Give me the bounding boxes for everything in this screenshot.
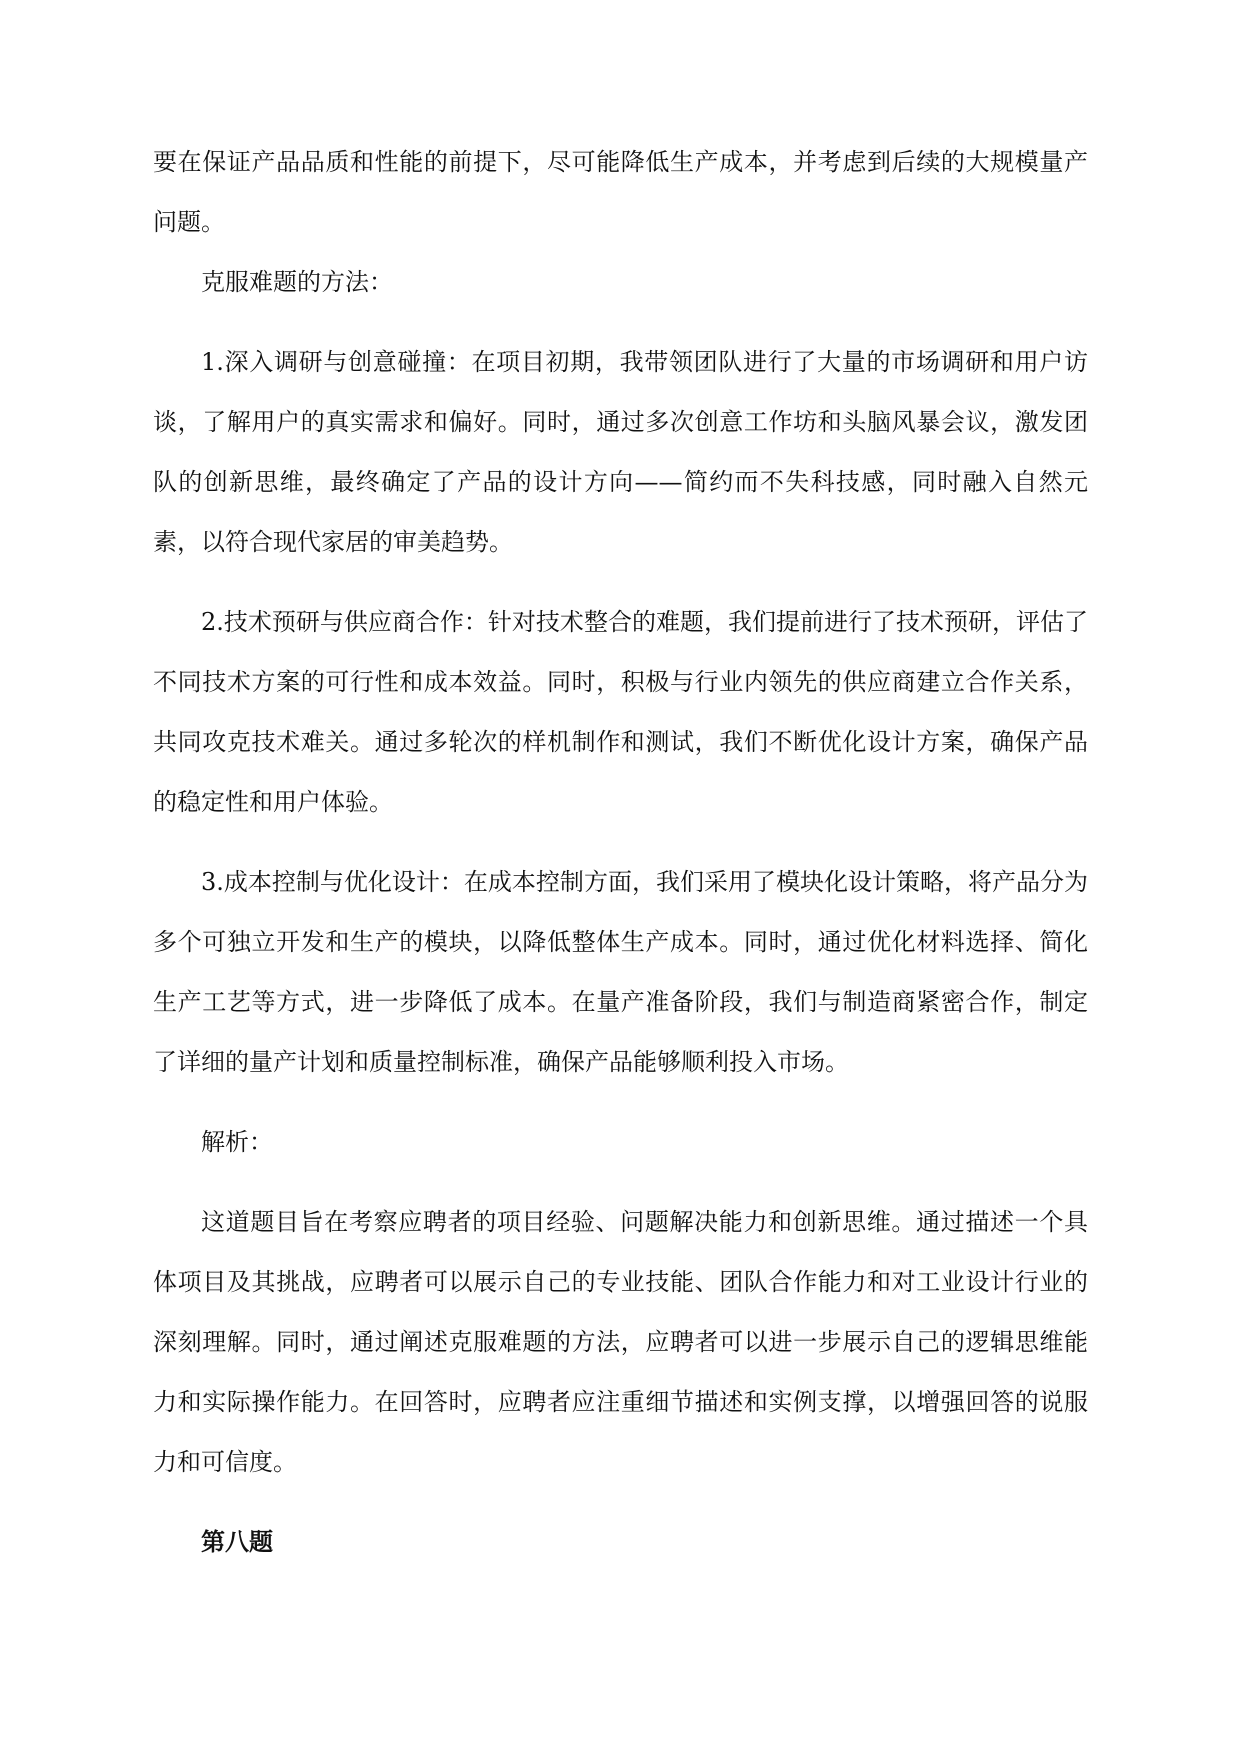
paragraph-analysis-label: 解析： (201, 1128, 273, 1156)
paragraph-analysis: 这道题目旨在考察应聘者的项目经验、问题解决能力和创新思维。通过描述一个具体项目及其挑战，应聘者可以展示自己的专业技能、团队合作能力和对工业设计行业的深刻理解。同时，通过阐述克服难题的方法，应聘者可以进一步展示自己的逻辑思维能力和实际操作能力。在回答时，应聘者应注重细节描述和实例支撑，以增强回答的说服力和可信度。 (153, 1208, 1088, 1476)
paragraph-method-3: 3.成本控制与优化设计：在成本控制方面，我们采用了模块化设计策略，将产品分为多个可独立开发和生产的模块，以降低整体生产成本。同时，通过优化材料选择、简化生产工艺等方式，进一步降低了成本。在量产准备阶段，我们与制造商紧密合作，制定了详细的量产计划和质量控制标准，确保产品能够顺利投入市场。 (153, 868, 1088, 1076)
paragraph-methods-label: 克服难题的方法： (201, 268, 393, 296)
section-heading: 第八题 (201, 1527, 273, 1556)
paragraph-cost-context: 要在保证产品品质和性能的前提下，尽可能降低生产成本，并考虑到后续的大规模量产问题。 (153, 148, 1088, 236)
paragraph-method-1: 1.深入调研与创意碰撞：在项目初期，我带领团队进行了大量的市场调研和用户访谈，了解用户的真实需求和偏好。同时，通过多次创意工作坊和头脑风暴会议，激发团队的创新思维，最终确定了产品的设计方向——简约而不失科技感，同时融入自然元素，以符合现代家居的审美趋势。 (153, 348, 1088, 556)
paragraph-method-2: 2.技术预研与供应商合作：针对技术整合的难题，我们提前进行了技术预研，评估了不同技术方案的可行性和成本效益。同时，积极与行业内领先的供应商建立合作关系，共同攻克技术难关。通过多轮次的样机制作和测试，我们不断优化设计方案，确保产品的稳定性和用户体验。 (153, 608, 1088, 816)
